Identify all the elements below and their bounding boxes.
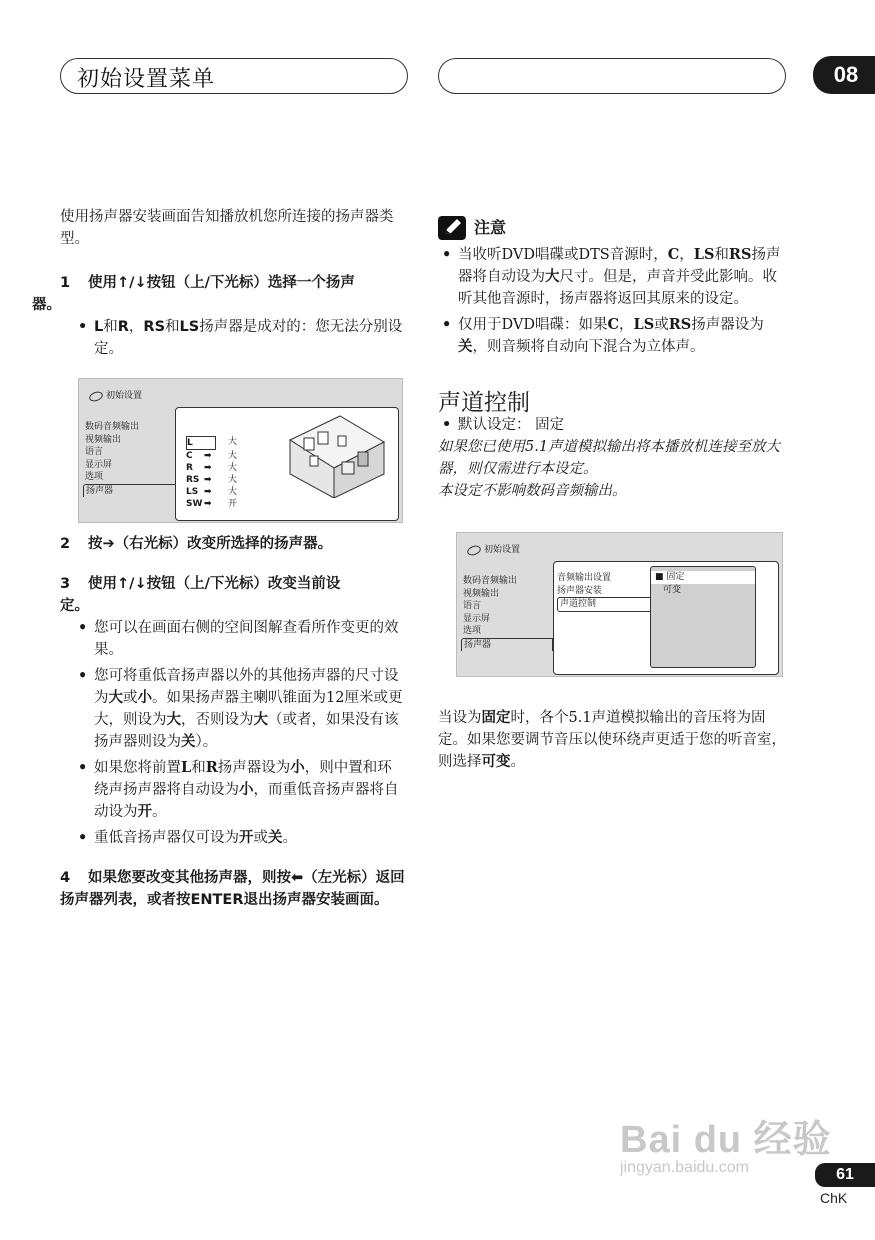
right-arrow-icon: ➡ — [204, 475, 212, 485]
baidu-watermark: Bai du 经验 jingyan.baidu.com — [620, 1119, 832, 1176]
left-column — [32, 206, 405, 911]
left-arrow-icon: ⬅ — [291, 870, 304, 886]
submenu-panel — [553, 561, 779, 675]
header-title-pill — [60, 58, 408, 94]
chapter-tab: 08 — [813, 56, 875, 94]
disc-icon — [466, 543, 482, 556]
menu-item[interactable]: 数码音频输出 — [463, 576, 518, 586]
submenu — [557, 572, 653, 612]
outro-text: 当设为固定时，各个5.1声道模拟输出的音压将为固定。如果您要调节音压以使环绕声更适于您的听音室，则选择可变。 — [438, 709, 786, 770]
step-3-bullets — [78, 617, 405, 849]
italic-note-2: 本设定不影响数码音频输出。 — [438, 483, 627, 499]
menu-item[interactable]: 选项 — [463, 626, 482, 636]
list-item: • 默认设定： 固定 — [442, 414, 788, 436]
up-down-arrow-icon: ↑/↓ — [117, 275, 147, 291]
menu-item-selected[interactable]: 扬声器 — [461, 638, 553, 652]
speaker-list — [186, 436, 237, 510]
right-arrow-icon: ➔ — [102, 536, 115, 552]
right-arrow-icon: ➡ — [204, 499, 212, 509]
option-fixed[interactable]: ■ 固定 — [651, 571, 755, 584]
disc-icon — [88, 389, 104, 402]
list-item: • 当收听DVD唱碟或DTS音源时，C，LS和RS扬声器将自动设为大尺寸。但是，声音并受此影响。收听其他音源时，扬声器将返回其原来的设定。 — [442, 244, 788, 310]
menu-item[interactable]: 选项 — [85, 472, 104, 482]
submenu-item-selected[interactable]: 声道控制 — [557, 597, 653, 612]
menu-item[interactable]: 视频输出 — [85, 434, 122, 445]
list-item: • 您可将重低音扬声器以外的其他扬声器的尺寸设为大或小。如果扬声器主喇叭锥面为12厘米或更大，则设为大，否则设为大（或者，如果没有该扬声器则设为关）。 — [78, 665, 405, 753]
speaker-row[interactable]: R ➡ 大 — [186, 463, 238, 473]
right-arrow-icon: ➡ — [204, 487, 212, 497]
menu-item[interactable]: 数码音频输出 — [85, 422, 140, 432]
section-title: 声道控制 — [438, 390, 530, 416]
note-bullets — [442, 244, 788, 358]
options-panel — [650, 566, 756, 668]
step-4: 4 如果您要改变其他扬声器，则按⬅（左光标）返回扬声器列表，或者按ENTER退出扬声器安装画面。 — [60, 870, 405, 908]
up-down-arrow-icon: ↑/↓ — [117, 576, 147, 592]
speaker-row[interactable]: C ➡ 大 — [186, 451, 238, 461]
step-1: 1 使用↑/↓按钮（上/下光标）选择一个扬声 器。 — [32, 275, 355, 313]
right-column — [438, 216, 788, 773]
room-diagram-icon — [280, 412, 392, 498]
setup-menu — [85, 421, 179, 497]
list-item: • 仅用于DVD唱碟：如果C，LS或RS扬声器设为关，则音频将自动向下混合为立体声。 — [442, 314, 788, 358]
speaker-panel — [175, 407, 399, 521]
menu-item[interactable]: 语言 — [85, 447, 104, 457]
submenu-item[interactable]: 音频输出设置 — [557, 573, 612, 583]
step-1-bullets — [78, 316, 405, 360]
speaker-row[interactable]: RS ➡ 大 — [186, 475, 238, 485]
right-arrow-icon: ➡ — [204, 463, 212, 473]
list-item: • 如果您将前置L和R扬声器设为小，则中置和环绕声扬声器将自动设为小，而重低音扬声器将自动设为开。 — [78, 757, 405, 823]
list-item: • 您可以在画面右侧的空间图解查看所作变更的效果。 — [78, 617, 405, 661]
step-2: 2 按➔（右光标）改变所选择的扬声器。 — [60, 536, 333, 552]
channel-control-screen: 初始设置 数码音频输出 视频输出 语言 显示屏 选项 扬声器 音频输出设置 扬声器安装 声道控制 ■ 固定 可变 — [456, 532, 783, 677]
options-list — [651, 571, 755, 596]
setup-menu — [463, 575, 553, 651]
language-code: ChK — [820, 1190, 848, 1206]
page-title: 初始设置菜单 — [77, 67, 216, 92]
speaker-row[interactable]: SW ➡ 开 — [186, 499, 238, 509]
menu-item[interactable]: 显示屏 — [85, 459, 113, 470]
intro-text: 使用扬声器安装画面告知播放机您所连接的扬声器类型。 — [60, 209, 394, 247]
list-item: • 重低音扬声器仅可设为开或关。 — [78, 827, 405, 849]
step-3: 3 使用↑/↓按钮（上/下光标）改变当前设 定。 — [60, 576, 341, 614]
menu-item-selected[interactable]: 扬声器 — [83, 484, 179, 498]
list-item: • L和R，RS和LS扬声器是成对的：您无法分别设定。 — [78, 316, 405, 360]
menu-item[interactable]: 语言 — [463, 601, 482, 611]
submenu-item[interactable]: 扬声器安装 — [557, 585, 603, 596]
note-heading: 注意 — [438, 216, 788, 240]
italic-note-1: 如果您已使用5.1声道模拟输出将本播放机连接至放大器，则仅需进行本设定。 — [438, 439, 781, 477]
page-number: 61 — [815, 1163, 875, 1187]
right-arrow-icon: ➡ — [204, 451, 212, 461]
speaker-row[interactable]: LS ➡ 大 — [186, 487, 238, 497]
speaker-setup-screen: 初始设置 数码音频输出 视频输出 语言 显示屏 选项 扬声器 L 大 C ➡ 大 R ➡ 大 RS ➡ 大 LS ➡ 大 SW ➡ 开 — [78, 378, 403, 523]
speaker-row[interactable]: L 大 — [187, 437, 238, 448]
header-blank-pill — [438, 58, 786, 94]
pencil-note-icon — [438, 216, 466, 240]
default-setting — [442, 414, 788, 436]
option-variable[interactable]: 可变 — [663, 584, 682, 595]
menu-item[interactable]: 显示屏 — [463, 613, 491, 624]
menu-item[interactable]: 视频输出 — [463, 588, 500, 599]
